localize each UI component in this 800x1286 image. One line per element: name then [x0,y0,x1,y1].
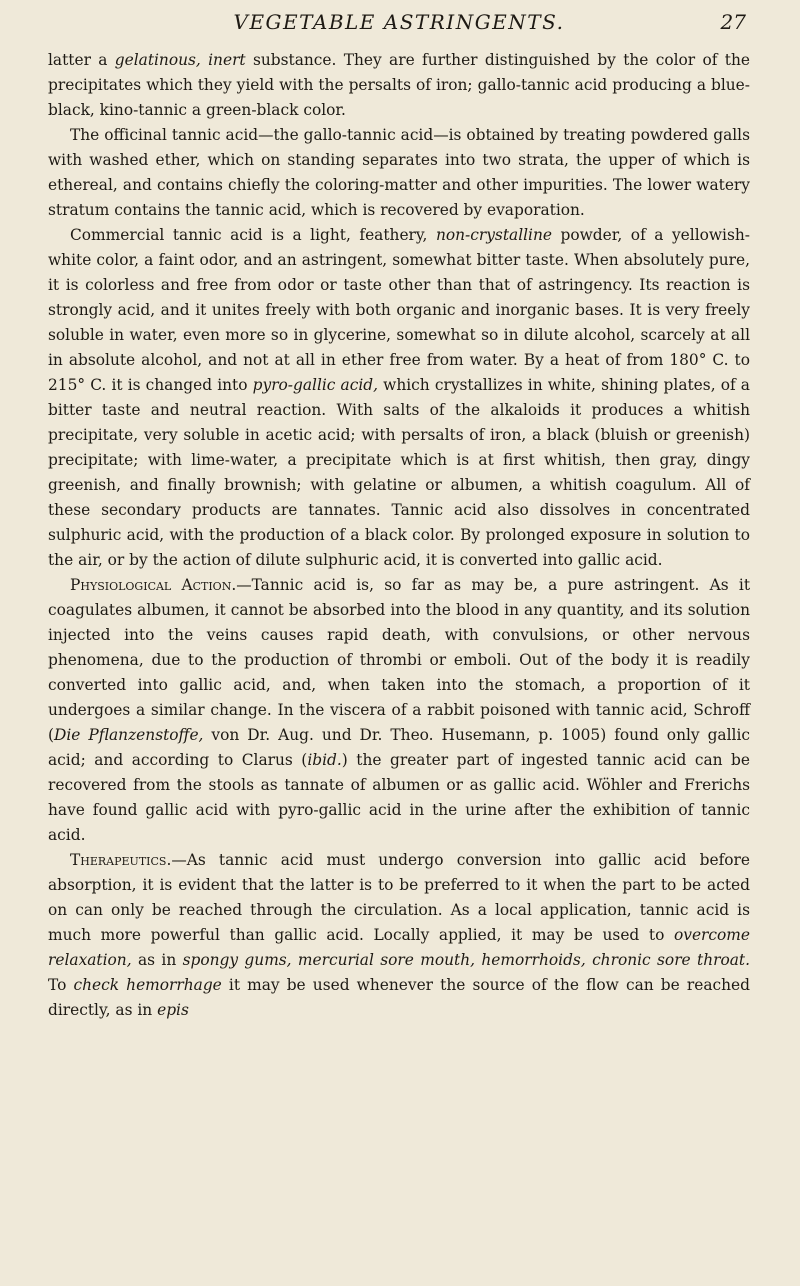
text-run: von Dr. Aug. und Dr. Theo. Husemann, p. 1005) found only gallic acid; and according to Clarus ( [48,726,750,769]
text-run: it may be used whenever the source of the flow can be reached directly, as in [48,976,750,1019]
paragraph-therapeutics [48,848,750,1023]
italic-term: non-crystalline [435,226,552,244]
paragraph-physiological-action [48,573,750,848]
italic-citation: ibid. [307,751,342,769]
italic-term: spongy gums, mercurial sore mouth, hemorrhoids, chronic sore throat. [182,951,750,969]
text-run: substance. They are further distinguished by the color of the precipitates which they yield with the persalts of iron; gallo-tannic acid producing a blue-black, kino-tannic a green-black color. [48,51,750,119]
italic-term: gelatinous, inert [114,51,246,69]
text-run: powder, of a yellowish-white color, a faint odor, and an astringent, somewhat bitter taste. When absolutely pure, it is colorless and free from odor or taste other than that of astringency. Its reaction is strongly acid, and it unites freely with both organic and inorganic bases. It is very freely soluble in water, even more so in glycerine, somewhat so in dilute alcohol, scarcely at all in absolute alcohol, and not at all in ether free from water. By a heat of from 180° C. to 215° C. it is changed into [48,226,750,394]
section-heading: Physiological Action. [70,576,237,594]
text-run: ) the greater part of ingested tannic acid can be recovered from the stools as tannate of albumen or as gallic acid. Wöhler and Frerichs have found gallic acid with pyro-gallic acid in the urine after the exhibition of tannic acid. [48,751,751,844]
paragraph-properties [48,223,750,573]
text-run: as in [131,951,183,969]
page-number: 27 [720,10,746,34]
text-run: To [48,976,74,994]
paragraph-preparation: The officinal tannic acid—the gallo-tannic acid—is obtained by treating powdered galls with washed ether, which on standing separates into two strata, the upper of which is ethereal, and contains chiefly the coloring-matter and other impurities. The lower watery stratum contains the tannic acid, which is recovered by evaporation. [48,126,750,219]
body-text [48,48,750,1023]
italic-term: pyro-gallic acid, [252,376,379,394]
text-run: which crystallizes in white, shining plates, of a bitter taste and neutral reaction. With salts of the alkaloids it produces a whitish precipitate, very soluble in acetic acid; with persalts of iron, a black (bluish or greenish) precipitate; with lime-water, a precipitate which is at first whitish, then gray, dingy greenish, and finally brownish; with gelatine or albumen, a whitish coagulum. All of these secondary products are tannates. Tannic acid also dissolves in concentrated sulphuric acid, with the production of a black color. By prolonged exposure in solution to the air, or by the action of dilute sulphuric acid, it is converted into gallic acid. [48,376,750,569]
italic-term: epis [157,1001,189,1019]
text-run: —As tannic acid must undergo conversion into gallic acid before absorption, it is evident that the latter is to be preferred to it when the part to be acted on can only be reached through the circulation. As a local application, tannic acid is much more powerful than gallic acid. Locally applied, it may be used to [48,851,750,944]
text-run: —Tannic acid is, so far as may be, a pure astringent. As it coagulates albumen, it cannot be absorbed into the blood in any quantity, and its solution injected into the veins causes rapid death, with convulsions, or other nervous phenomena, due to the production of thrombi or emboli. Out of the body it is readily converted into gallic acid, and, when taken into the stomach, a proportion of it undergoes a similar change. In the viscera of a rabbit poisoned with tannic acid, Schroff ( [48,576,751,744]
running-title: VEGETABLE ASTRINGENTS. [233,10,565,34]
paragraph-continuation [48,48,750,123]
running-head [48,8,750,48]
italic-citation: Die Pflanzenstoffe, [54,726,204,744]
text-run: Commercial tannic acid is a light, feathery, [70,226,436,244]
italic-term: overcome relaxation, [48,926,750,969]
section-heading: Therapeutics. [70,851,172,869]
text-run: latter a [48,51,115,69]
italic-term: check hemorrhage [73,976,222,994]
